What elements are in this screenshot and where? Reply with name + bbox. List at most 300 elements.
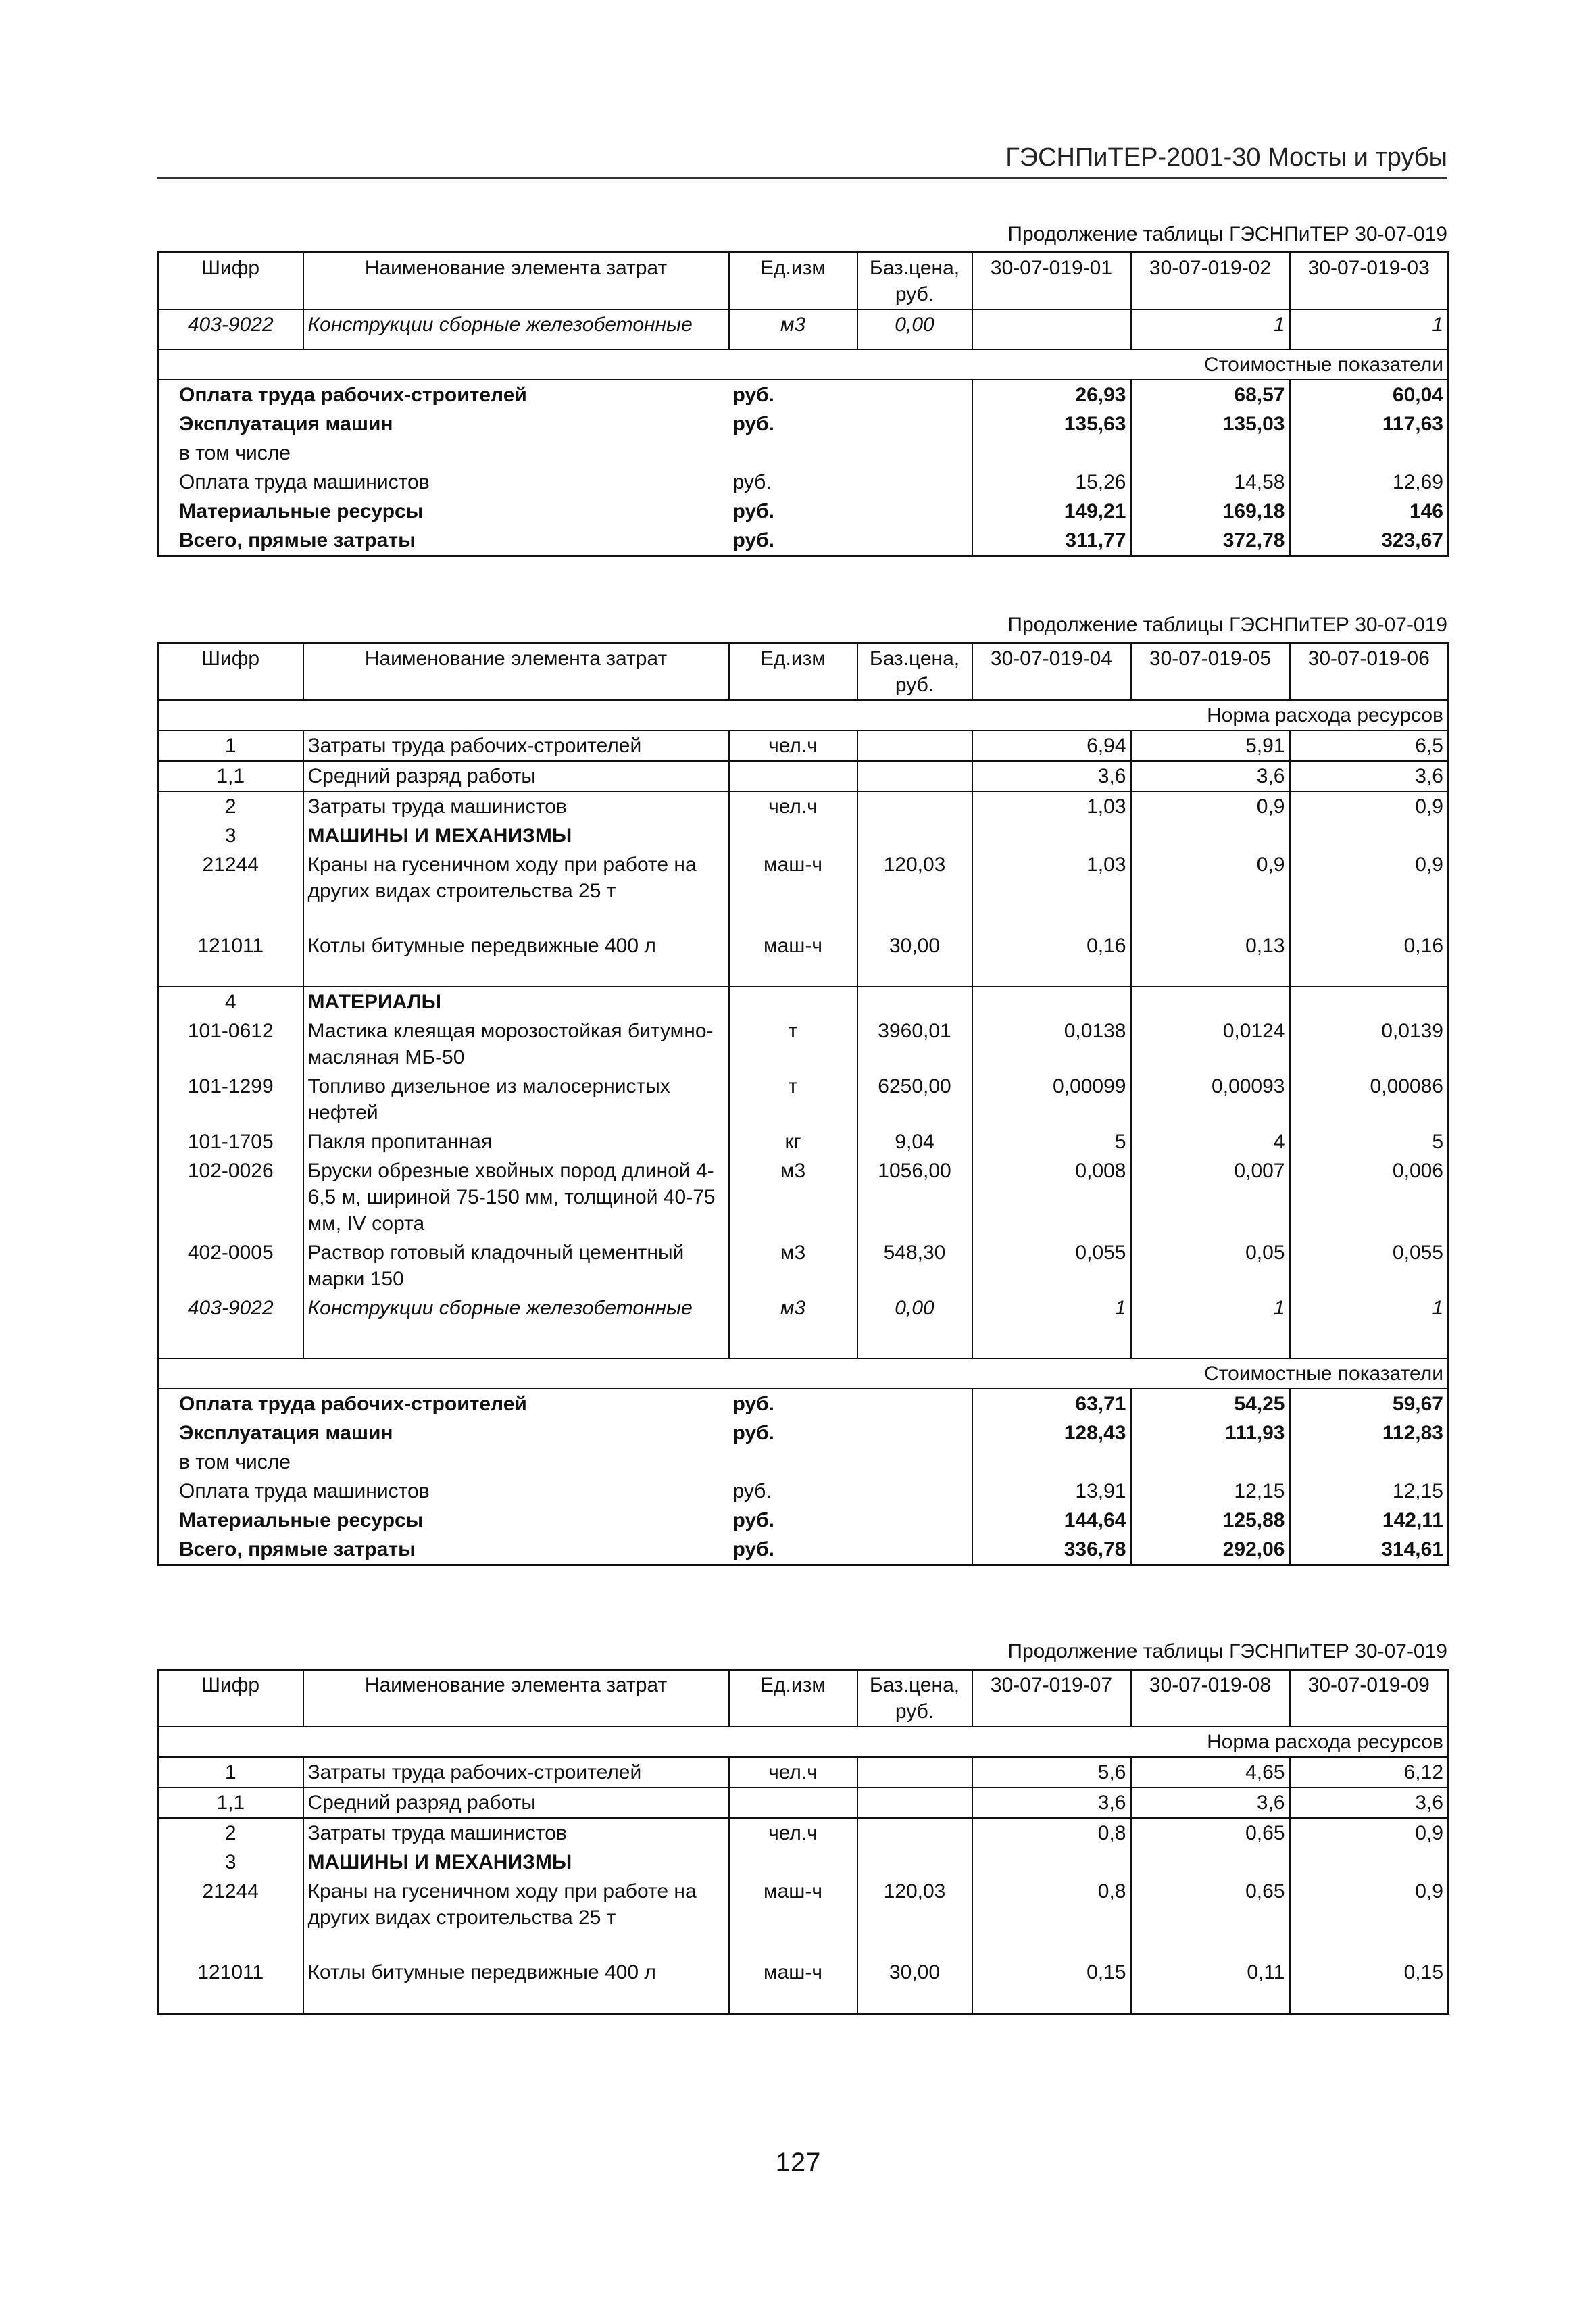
row-value: 0,9: [1131, 791, 1290, 821]
row-value: 0,15: [972, 1958, 1131, 2014]
row-value: 0,9: [1131, 850, 1290, 931]
row-value: 0,65: [1131, 1818, 1290, 1848]
cost-row: [158, 1419, 1449, 1448]
row-unit: [729, 1788, 857, 1818]
row-value: 0,05: [1131, 1238, 1290, 1294]
cost-unit: руб.: [732, 471, 772, 493]
row-unit: [729, 821, 857, 850]
header-column-code: 30-07-019-03: [1290, 253, 1449, 310]
header-unit: Ед.изм: [729, 1670, 857, 1727]
row-price: 3960,01: [857, 1016, 972, 1072]
header-column-code: 30-07-019-01: [972, 253, 1131, 310]
row-value: 1: [1131, 310, 1290, 339]
norm-title-row: [158, 1727, 1449, 1757]
row-value: 3,6: [972, 1788, 1131, 1818]
row-code: 1,1: [158, 761, 303, 791]
cost-value: 146: [1290, 497, 1449, 526]
table-row: [158, 761, 1449, 791]
row-code: 3: [224, 824, 236, 847]
row-value: 0,9: [1290, 850, 1449, 931]
row-value: 0,65: [1131, 1877, 1290, 1958]
resource-table: [157, 251, 1449, 557]
cost-value: 12,69: [1290, 468, 1449, 497]
row-code: 121011: [197, 935, 264, 957]
row-name: Мастика клеящая морозостойкая битумно-масляная МБ-50: [303, 1016, 729, 1072]
row-code: 121011: [197, 1961, 264, 1984]
table-caption: Продолжение таблицы ГЭСНПиТЕР 30-07-019: [1007, 1640, 1447, 1663]
row-unit: м3: [729, 1156, 857, 1238]
table-row: [158, 731, 1449, 761]
row-value: 0,055: [972, 1238, 1131, 1294]
header-cipher: Шифр: [158, 643, 303, 701]
cost-row: [158, 497, 1449, 526]
row-value: 3,6: [1131, 1788, 1290, 1818]
spacer-cell: [1290, 339, 1449, 349]
row-name: Средний разряд работы: [303, 1788, 729, 1818]
cost-value: 125,88: [1131, 1506, 1290, 1535]
row-code: 101-1705: [187, 1131, 274, 1153]
row-price: 548,30: [857, 1238, 972, 1294]
table-row: [158, 1818, 1449, 1848]
spacer-cell: [857, 339, 972, 349]
row-value: 5,91: [1131, 731, 1290, 761]
table-row: [158, 1072, 1449, 1127]
row-name: Котлы битумные передвижные 400 л: [303, 1958, 729, 2014]
row-value: 3,6: [972, 761, 1131, 791]
cost-row: [158, 380, 1449, 410]
row-code: 2: [158, 791, 303, 821]
cost-blank: [857, 1477, 972, 1506]
row-value: 1: [1290, 1294, 1449, 1348]
cost-value: 54,25: [1131, 1389, 1290, 1419]
cost-unit: руб.: [732, 1509, 774, 1531]
row-price: 1056,00: [857, 1156, 972, 1238]
cost-label: Оплата труда рабочих-строителей: [179, 384, 527, 406]
spacer-cell: [857, 1348, 972, 1358]
spacer-row: [158, 339, 1449, 349]
spacer-cell: [972, 339, 1131, 349]
cost-unit: [729, 439, 857, 468]
cost-label: Материальные ресурсы: [179, 1509, 424, 1531]
row-code: 4: [158, 987, 303, 1016]
cost-value: 117,63: [1290, 410, 1449, 439]
row-price: [857, 987, 972, 1016]
resource-table: [157, 642, 1449, 1566]
row-code: 101-1299: [187, 1075, 274, 1098]
cost-blank: [857, 1448, 972, 1477]
row-unit: чел.ч: [729, 731, 857, 761]
cost-value: 111,93: [1131, 1419, 1290, 1448]
row-price: [857, 1818, 972, 1848]
norm-title-row: [158, 700, 1449, 731]
row-price: [857, 761, 972, 791]
spacer-cell: [1290, 1348, 1449, 1358]
row-value: 0,006: [1290, 1156, 1449, 1238]
cost-value: 63,71: [972, 1389, 1131, 1419]
header-column-code: 30-07-019-02: [1131, 253, 1290, 310]
row-value: [972, 987, 1131, 1016]
row-value: 0,9: [1290, 791, 1449, 821]
table-header-row: [158, 253, 1449, 310]
cost-title: Стоимостные показатели: [158, 349, 1449, 380]
cost-value: 372,78: [1131, 526, 1290, 556]
page-number: 127: [775, 2148, 821, 2177]
row-name: МАШИНЫ И МЕХАНИЗМЫ: [303, 1848, 729, 1877]
row-price: [857, 1848, 972, 1877]
table-caption: Продолжение таблицы ГЭСНПиТЕР 30-07-019: [1007, 223, 1447, 245]
row-value: [1131, 821, 1290, 850]
row-unit: маш-ч: [729, 1877, 857, 1958]
row-name: Средний разряд работы: [303, 761, 729, 791]
row-value: [972, 310, 1131, 339]
row-code: 1: [224, 735, 236, 757]
row-value: 4,65: [1131, 1757, 1290, 1788]
cost-value: 336,78: [972, 1535, 1131, 1565]
row-price: [857, 791, 972, 821]
table-header-row: [158, 1670, 1449, 1727]
cost-label: Всего, прямые затраты: [179, 529, 416, 551]
row-name: МАТЕРИАЛЫ: [303, 987, 729, 1016]
norm-title: Норма расхода ресурсов: [158, 1727, 1449, 1757]
row-value: 5,6: [972, 1757, 1131, 1788]
row-value: 0,055: [1290, 1238, 1449, 1294]
cost-label: в том числе: [179, 442, 291, 464]
row-price: [857, 821, 972, 850]
row-code: 21244: [202, 854, 259, 876]
row-name: Пакля пропитанная: [303, 1127, 729, 1156]
cost-label: в том числе: [179, 1451, 291, 1473]
row-value: 6,94: [972, 731, 1131, 761]
cost-unit: [729, 1448, 857, 1477]
row-value: 1,03: [972, 850, 1131, 931]
table-row: [158, 310, 1449, 339]
spacer-cell: [158, 1348, 303, 1358]
table-block-1: [157, 251, 1447, 557]
cost-row: [158, 1535, 1449, 1565]
row-name: Котлы битумные передвижные 400 л: [303, 931, 729, 987]
header-price: Баз.цена, руб.: [857, 1670, 972, 1727]
row-unit: [729, 761, 857, 791]
row-value: 0,0139: [1290, 1016, 1449, 1072]
table-row: [158, 1016, 1449, 1072]
cost-unit: руб.: [732, 1393, 774, 1415]
table-row: [158, 821, 1449, 850]
table-row: [158, 1958, 1449, 2014]
row-value: 1: [1290, 310, 1449, 339]
cost-blank: [857, 439, 972, 468]
header-name: Наименование элемента затрат: [303, 253, 729, 310]
cost-value: 128,43: [972, 1419, 1131, 1448]
row-code: 403-9022: [187, 314, 274, 336]
header-name: Наименование элемента затрат: [303, 1670, 729, 1727]
table-row: [158, 931, 1449, 987]
row-unit: кг: [729, 1127, 857, 1156]
row-value: 0,00099: [972, 1072, 1131, 1127]
row-code: 3: [224, 1851, 236, 1873]
row-price: [857, 1757, 972, 1788]
row-value: [1290, 987, 1449, 1016]
row-price: 0,00: [857, 310, 972, 339]
row-name: Конструкции сборные железобетонные: [303, 1294, 729, 1348]
row-value: 3,6: [1290, 761, 1449, 791]
cost-value: [1131, 439, 1290, 468]
row-code: 102-0026: [187, 1160, 274, 1182]
cost-unit: руб.: [732, 413, 774, 435]
spacer-cell: [1131, 1348, 1290, 1358]
spacer-cell: [729, 339, 857, 349]
cost-title-row: [158, 1358, 1449, 1389]
row-value: 0,9: [1290, 1818, 1449, 1848]
cost-blank: [857, 526, 972, 556]
row-value: [1131, 987, 1290, 1016]
row-name: МАШИНЫ И МЕХАНИЗМЫ: [303, 821, 729, 850]
row-code: 2: [158, 1818, 303, 1848]
row-value: 6,12: [1290, 1757, 1449, 1788]
header-price: Баз.цена, руб.: [857, 643, 972, 701]
row-unit: м3: [729, 1294, 857, 1348]
table-block-2: [157, 642, 1447, 1566]
table-caption: Продолжение таблицы ГЭСНПиТЕР 30-07-019: [1007, 614, 1447, 636]
cost-value: 112,83: [1290, 1419, 1449, 1448]
cost-label: Эксплуатация машин: [179, 413, 393, 435]
row-code: 1: [224, 1761, 236, 1783]
cost-value: [1290, 1448, 1449, 1477]
row-price: 120,03: [857, 1877, 972, 1958]
row-code: 101-0612: [187, 1020, 274, 1042]
row-value: 6,5: [1290, 731, 1449, 761]
cost-value: [1131, 1448, 1290, 1477]
document-header: ГЭСНПиТЕР-2001-30 Мосты и трубы: [1005, 143, 1447, 172]
row-unit: м3: [729, 310, 857, 339]
spacer-cell: [972, 1348, 1131, 1358]
header-cipher: Шифр: [158, 253, 303, 310]
row-value: 0,13: [1131, 931, 1290, 987]
row-value: 0,9: [1290, 1877, 1449, 1958]
spacer-cell: [303, 339, 729, 349]
cost-value: 144,64: [972, 1506, 1131, 1535]
cost-row: [158, 1448, 1449, 1477]
cost-value: 169,18: [1131, 497, 1290, 526]
row-value: 0,0138: [972, 1016, 1131, 1072]
row-name: Конструкции сборные железобетонные: [303, 310, 729, 339]
row-unit: м3: [729, 1238, 857, 1294]
row-unit: маш-ч: [729, 931, 857, 987]
row-value: 3,6: [1131, 761, 1290, 791]
row-value: 0,15: [1290, 1958, 1449, 2014]
cost-row: [158, 1389, 1449, 1419]
row-price: [857, 731, 972, 761]
cost-value: 323,67: [1290, 526, 1449, 556]
spacer-row: [158, 1348, 1449, 1358]
row-price: 120,03: [857, 850, 972, 931]
cost-value: [972, 439, 1131, 468]
row-name: Бруски обрезные хвойных пород длиной 4-6,5 м, шириной 75-150 мм, толщиной 40-75 мм, IV сорта: [303, 1156, 729, 1238]
table-block-3: [157, 1669, 1447, 2015]
row-price: 30,00: [857, 1958, 972, 2014]
cost-value: 60,04: [1290, 380, 1449, 410]
cost-unit: руб.: [732, 500, 774, 522]
table-row: [158, 1788, 1449, 1818]
row-value: 1: [1131, 1294, 1290, 1348]
row-value: 0,11: [1131, 1958, 1290, 2014]
cost-unit: руб.: [732, 384, 774, 406]
row-code: 403-9022: [187, 1297, 274, 1319]
norm-title: Норма расхода ресурсов: [158, 700, 1449, 731]
cost-value: 142,11: [1290, 1506, 1449, 1535]
row-price: 30,00: [857, 931, 972, 987]
spacer-cell: [1131, 339, 1290, 349]
row-price: 0,00: [857, 1294, 972, 1348]
row-name: Затраты труда машинистов: [303, 1818, 729, 1848]
row-name: Затраты труда машинистов: [303, 791, 729, 821]
cost-value: 59,67: [1290, 1389, 1449, 1419]
cost-label: Эксплуатация машин: [179, 1422, 393, 1444]
cost-blank: [857, 380, 972, 410]
cost-blank: [857, 410, 972, 439]
row-name: Затраты труда рабочих-строителей: [303, 1757, 729, 1788]
row-value: 5: [1290, 1127, 1449, 1156]
spacer-cell: [303, 1348, 729, 1358]
row-unit: маш-ч: [729, 1958, 857, 2014]
cost-blank: [857, 1389, 972, 1419]
cost-label: Оплата труда машинистов: [179, 471, 430, 493]
cost-value: 292,06: [1131, 1535, 1290, 1565]
row-value: [1290, 821, 1449, 850]
table-row: [158, 1848, 1449, 1877]
header-rule: [157, 177, 1447, 179]
table-row: [158, 987, 1449, 1016]
row-name: Затраты труда рабочих-строителей: [303, 731, 729, 761]
header-price: Баз.цена, руб.: [857, 253, 972, 310]
cost-blank: [857, 1535, 972, 1565]
header-column-code: 30-07-019-04: [972, 643, 1131, 701]
resource-table: [157, 1669, 1449, 2015]
cost-unit: руб.: [732, 1538, 774, 1560]
cost-value: [972, 1448, 1131, 1477]
table-row: [158, 1877, 1449, 1958]
row-unit: чел.ч: [729, 1757, 857, 1788]
cost-label: Материальные ресурсы: [179, 500, 424, 522]
spacer-cell: [158, 339, 303, 349]
cost-unit: руб.: [732, 1422, 774, 1444]
row-code: 402-0005: [187, 1241, 274, 1264]
cost-value: 314,61: [1290, 1535, 1449, 1565]
cost-value: 26,93: [972, 380, 1131, 410]
cost-blank: [857, 497, 972, 526]
cost-value: 311,77: [972, 526, 1131, 556]
table-row: [158, 1757, 1449, 1788]
table-row: [158, 1238, 1449, 1294]
row-value: [972, 1848, 1131, 1877]
cost-blank: [857, 468, 972, 497]
row-value: 0,16: [1290, 931, 1449, 987]
row-price: 9,04: [857, 1127, 972, 1156]
header-column-code: 30-07-019-09: [1290, 1670, 1449, 1727]
cost-title-row: [158, 349, 1449, 380]
cost-value: 135,63: [972, 410, 1131, 439]
row-value: 0,0124: [1131, 1016, 1290, 1072]
row-value: 3,6: [1290, 1788, 1449, 1818]
header-unit: Ед.изм: [729, 643, 857, 701]
row-value: 5: [972, 1127, 1131, 1156]
table-row: [158, 1127, 1449, 1156]
row-name: Раствор готовый кладочный цементный марки 150: [303, 1238, 729, 1294]
row-code: 1,1: [158, 1788, 303, 1818]
row-unit: маш-ч: [729, 850, 857, 931]
row-value: [972, 821, 1131, 850]
table-row: [158, 791, 1449, 821]
row-value: [1131, 1848, 1290, 1877]
row-value: 1,03: [972, 791, 1131, 821]
row-value: 0,007: [1131, 1156, 1290, 1238]
row-name: Краны на гусеничном ходу при работе на других видах строительства 25 т: [303, 1877, 729, 1958]
header-column-code: 30-07-019-05: [1131, 643, 1290, 701]
table-row: [158, 850, 1449, 931]
row-unit: чел.ч: [729, 1818, 857, 1848]
row-value: 1: [972, 1294, 1131, 1348]
cost-row: [158, 439, 1449, 468]
cost-value: 68,57: [1131, 380, 1290, 410]
cost-value: 13,91: [972, 1477, 1131, 1506]
row-value: 4: [1131, 1127, 1290, 1156]
cost-label: Оплата труда машинистов: [179, 1480, 430, 1502]
row-unit: [729, 1848, 857, 1877]
cost-value: 12,15: [1290, 1477, 1449, 1506]
header-column-code: 30-07-019-07: [972, 1670, 1131, 1727]
cost-unit: руб.: [732, 529, 774, 551]
table-header-row: [158, 643, 1449, 701]
cost-blank: [857, 1419, 972, 1448]
header-name: Наименование элемента затрат: [303, 643, 729, 701]
row-value: 0,008: [972, 1156, 1131, 1238]
cost-unit: руб.: [732, 1480, 772, 1502]
cost-value: [1290, 439, 1449, 468]
cost-row: [158, 1506, 1449, 1535]
row-code: 21244: [202, 1880, 259, 1902]
row-unit: т: [729, 1016, 857, 1072]
row-unit: т: [729, 1072, 857, 1127]
row-value: 0,8: [972, 1818, 1131, 1848]
cost-row: [158, 410, 1449, 439]
cost-value: 135,03: [1131, 410, 1290, 439]
cost-title: Стоимостные показатели: [158, 1358, 1449, 1389]
table-row: [158, 1294, 1449, 1348]
header-cipher: Шифр: [158, 1670, 303, 1727]
cost-blank: [857, 1506, 972, 1535]
cost-value: 15,26: [972, 468, 1131, 497]
row-name: Топливо дизельное из малосернистых нефтей: [303, 1072, 729, 1127]
cost-label: Всего, прямые затраты: [179, 1538, 416, 1560]
header-column-code: 30-07-019-06: [1290, 643, 1449, 701]
row-name: Краны на гусеничном ходу при работе на других видах строительства 25 т: [303, 850, 729, 931]
row-price: [857, 1788, 972, 1818]
row-price: 6250,00: [857, 1072, 972, 1127]
cost-label: Оплата труда рабочих-строителей: [179, 1393, 527, 1415]
row-value: 0,00086: [1290, 1072, 1449, 1127]
row-unit: [729, 987, 857, 1016]
cost-value: 12,15: [1131, 1477, 1290, 1506]
header-unit: Ед.изм: [729, 253, 857, 310]
row-value: [1290, 1848, 1449, 1877]
row-unit: чел.ч: [729, 791, 857, 821]
cost-value: 149,21: [972, 497, 1131, 526]
cost-row: [158, 468, 1449, 497]
row-value: 0,00093: [1131, 1072, 1290, 1127]
cost-row: [158, 526, 1449, 556]
table-row: [158, 1156, 1449, 1238]
header-column-code: 30-07-019-08: [1131, 1670, 1290, 1727]
spacer-cell: [729, 1348, 857, 1358]
